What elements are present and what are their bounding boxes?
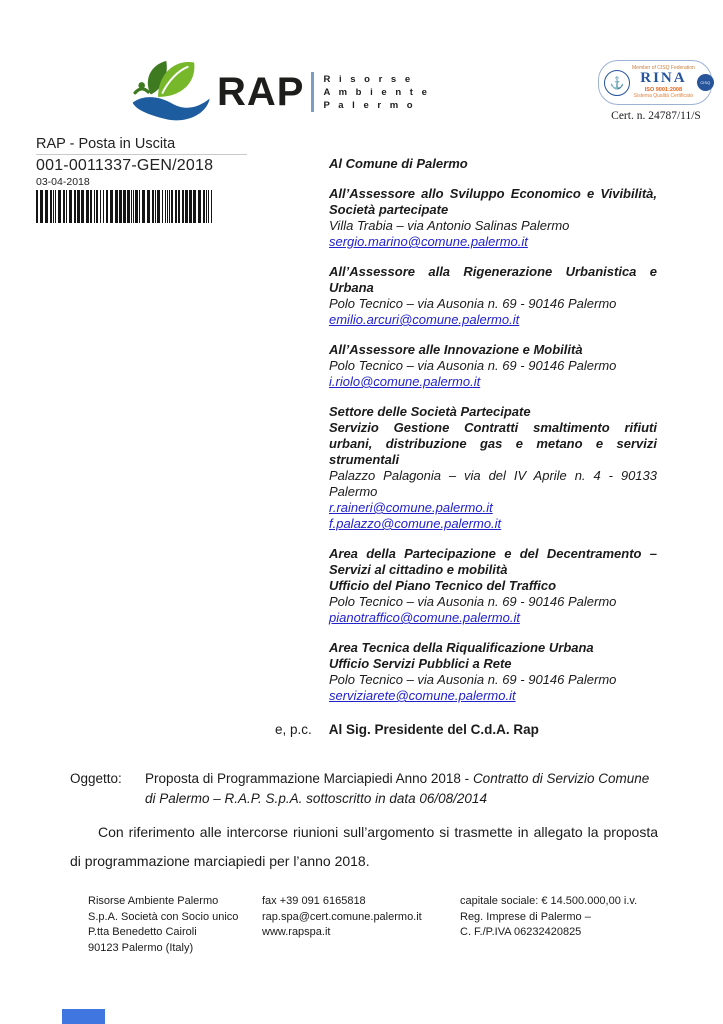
cc-prefix: e, p.c. xyxy=(275,722,312,737)
recipient-entry xyxy=(329,264,657,328)
footer-line: www.rapspa.it xyxy=(262,926,331,938)
recipient-title: Area della Partecipazione e del Decentramento – Servizi al cittadino e mobilità xyxy=(329,546,657,577)
recipient-address: Polo Tecnico – via Ausonia n. 69 - 90146 Palermo xyxy=(329,296,617,311)
rap-logo-icon xyxy=(131,56,213,128)
recipients-block xyxy=(329,156,657,718)
subject-label: Oggetto: xyxy=(70,771,122,786)
recipient-address: Polo Tecnico – via Ausonia n. 69 - 90146 Palermo xyxy=(329,672,617,687)
recipient-entry xyxy=(329,640,657,704)
recipient-title: Ufficio del Piano Tecnico del Traffico xyxy=(329,578,557,593)
tagline-line: P a l e r m o xyxy=(323,99,416,111)
rap-logo-tagline xyxy=(323,73,429,112)
footer-contact-column xyxy=(262,894,422,941)
subject-text-contract: Contratto di Servizio Comune di Palermo – R.A.P. S.p.A. sottoscritto in data 06/08/2014 xyxy=(145,771,650,806)
scan-highlight-mark xyxy=(62,1009,105,1024)
rina-iso-text: ISO 9001:2008 xyxy=(644,87,683,94)
recipient-title: Servizio Gestione Contratti smaltimento rifiuti urbani, distribuzione gas e metano e servizi strumentali xyxy=(329,420,657,467)
rap-logo-wordmark: RAP xyxy=(217,70,305,114)
recipient-title: Settore delle Società Partecipate xyxy=(329,404,531,419)
subject-text xyxy=(145,769,658,809)
recipient-entry xyxy=(329,546,657,626)
protocol-date: 03-04-2018 xyxy=(36,176,90,188)
footer-line: S.p.A. Società con Socio unico xyxy=(88,910,239,923)
subject-text-normal: Proposta di Programmazione Marciapiedi Anno 2018 - xyxy=(145,771,473,786)
recipient-address: Palazzo Palagonia – via del IV Aprile n. 4 - 90133 Palermo xyxy=(329,468,657,499)
cc-line xyxy=(275,722,539,737)
mail-channel: RAP - Posta in Uscita xyxy=(36,136,176,152)
anchor-emblem-icon: ⚓ xyxy=(604,70,630,96)
protocol-divider xyxy=(36,154,247,155)
recipient-entry xyxy=(329,342,657,390)
recipient-address: Polo Tecnico – via Ausonia n. 69 - 90146 Palermo xyxy=(329,594,617,609)
email-link[interactable]: emilio.arcuri@comune.palermo.it xyxy=(329,312,520,327)
footer-line: 90123 Palermo (Italy) xyxy=(88,941,194,954)
tagline-line: R i s o r s e xyxy=(323,73,414,85)
subject-block xyxy=(70,769,658,809)
recipient-address: Villa Trabia – via Antonio Salinas Palermo xyxy=(329,218,570,233)
email-link[interactable]: pianotraffico@comune.palermo.it xyxy=(329,610,520,625)
protocol-block xyxy=(36,136,251,223)
logo-separator xyxy=(311,72,314,112)
email-link[interactable]: serviziarete@comune.palermo.it xyxy=(329,688,516,703)
rina-badge xyxy=(598,60,712,105)
recipient-title: All’Assessore alla Rigenerazione Urbanistica e Urbana xyxy=(329,264,657,295)
rina-badge-text xyxy=(630,66,697,100)
recipient-title: Ufficio Servizi Pubblici a Rete xyxy=(329,656,512,671)
tagline-line: A m b i e n t e xyxy=(323,86,430,98)
rina-subtitle: Sistema Qualità Certificato xyxy=(633,92,693,99)
footer-line: rap.spa@cert.comune.palermo.it xyxy=(262,910,422,923)
rina-name: RINA xyxy=(640,70,687,87)
footer-line: capitale sociale: € 14.500.000,00 i.v. xyxy=(460,895,638,907)
recipient-entry xyxy=(329,404,657,532)
email-link[interactable]: sergio.marino@comune.palermo.it xyxy=(329,234,528,249)
recipient-address: Polo Tecnico – via Ausonia n. 69 - 90146 Palermo xyxy=(329,358,617,373)
protocol-number: 001-0011337-GEN/2018 xyxy=(36,157,214,174)
footer-line: Reg. Imprese di Palermo – xyxy=(460,910,591,923)
barcode xyxy=(36,190,214,223)
body-paragraph: Con riferimento alle intercorse riunioni sull’argomento si trasmette in allegato la proposta di programmazione marciapiedi per l’anno 2018. xyxy=(70,824,658,869)
recipient-title: All’Assessore allo Sviluppo Economico e Vivibilità, Società partecipate xyxy=(329,186,657,217)
email-link[interactable]: f.palazzo@comune.palermo.it xyxy=(329,516,502,531)
rina-cert-number: Cert. n. 24787/11/S xyxy=(611,110,701,122)
footer-line: C. F./P.IVA 06232420825 xyxy=(460,926,582,938)
footer-line: Risorse Ambiente Palermo xyxy=(88,895,219,907)
rina-certification xyxy=(598,60,714,122)
footer-line: P.tta Benedetto Cairoli xyxy=(88,926,197,938)
recipient-title: All’Assessore alle Innovazione e Mobilità xyxy=(329,342,583,357)
rina-member-text: Member of CISQ Federation xyxy=(632,64,695,71)
recipient-main: Al Comune di Palermo xyxy=(329,156,468,171)
recipient-title: Area Tecnica della Riqualificazione Urbana xyxy=(329,640,594,655)
email-link[interactable]: r.raineri@comune.palermo.it xyxy=(329,500,493,515)
rap-logo xyxy=(131,55,430,129)
email-link[interactable]: i.riolo@comune.palermo.it xyxy=(329,374,481,389)
recipient-entry xyxy=(329,186,657,250)
footer-company-column xyxy=(88,894,238,956)
cc-recipient: Al Sig. Presidente del C.d.A. Rap xyxy=(328,722,539,737)
cisq-disc-icon: CISQ xyxy=(697,74,714,91)
footer-line: fax +39 091 6165818 xyxy=(262,895,366,907)
footer-legal-column xyxy=(460,894,637,941)
